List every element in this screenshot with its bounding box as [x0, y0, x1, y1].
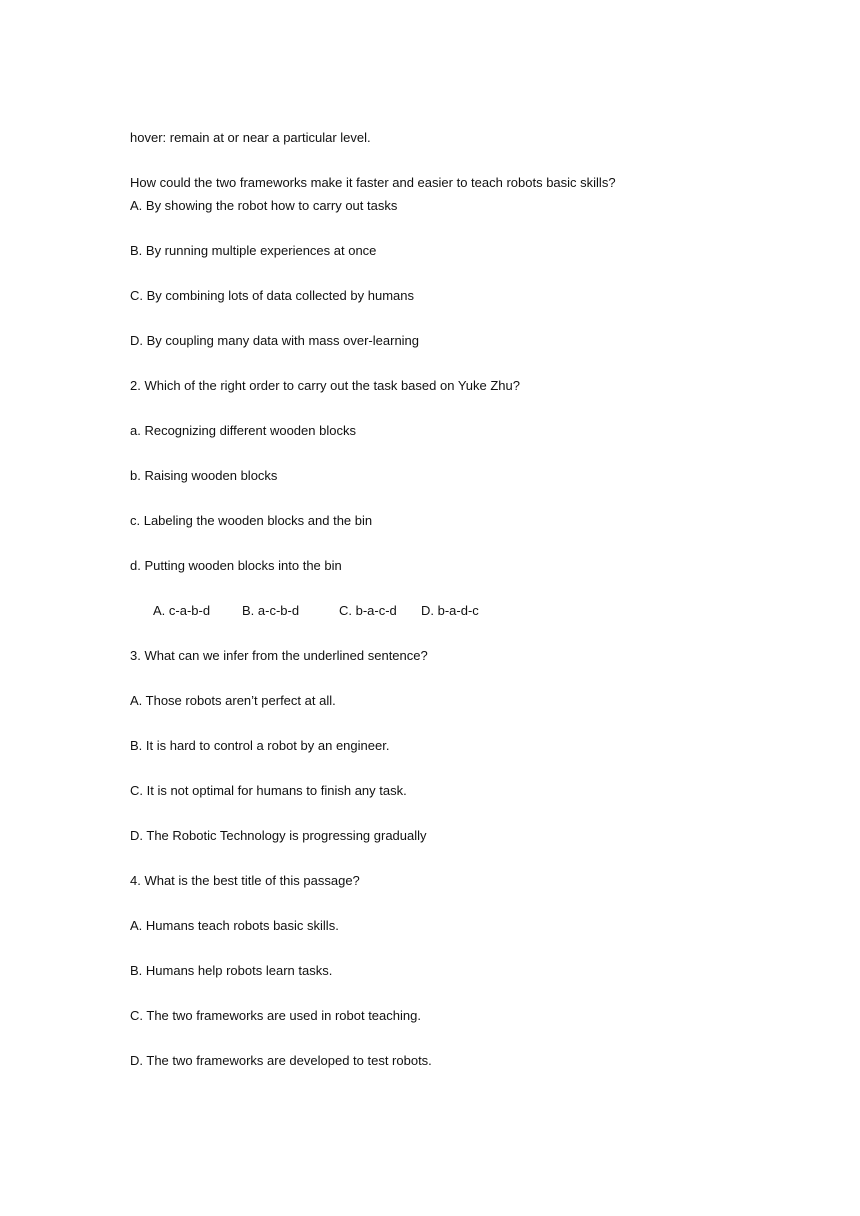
q3-option-c: C. It is not optimal for humans to finish any task.: [130, 783, 407, 798]
q2-step-d: d. Putting wooden blocks into the bin: [130, 558, 342, 573]
q4-option-a: A. Humans teach robots basic skills.: [130, 918, 339, 933]
q3-option-a: A. Those robots aren’t perfect at all.: [130, 693, 336, 708]
q3-option-d: D. The Robotic Technology is progressing gradually: [130, 828, 427, 843]
q4-option-d: D. The two frameworks are developed to test robots.: [130, 1053, 432, 1068]
q2-step-b: b. Raising wooden blocks: [130, 468, 278, 483]
q1-option-b: B. By running multiple experiences at once: [130, 243, 377, 258]
q2-option-d: D. b-a-d-c: [421, 603, 479, 618]
vocab-note: hover: remain at or near a particular level.: [130, 130, 371, 145]
q2-step-c: c. Labeling the wooden blocks and the bin: [130, 513, 373, 528]
question-1: How could the two frameworks make it faster and easier to teach robots basic skills?: [130, 175, 616, 190]
question-4: 4. What is the best title of this passage?: [130, 873, 360, 888]
q1-option-d: D. By coupling many data with mass over-learning: [130, 333, 420, 348]
q1-option-a: A. By showing the robot how to carry out tasks: [130, 198, 398, 213]
q2-step-a: a. Recognizing different wooden blocks: [130, 423, 356, 438]
q3-option-b: B. It is hard to control a robot by an engineer.: [130, 738, 390, 753]
q2-option-a: A. c-a-b-d: [153, 603, 211, 618]
q4-option-c: C. The two frameworks are used in robot teaching.: [130, 1008, 421, 1023]
q4-option-b: B. Humans help robots learn tasks.: [130, 963, 333, 978]
q2-option-b: B. a-c-b-d: [242, 603, 300, 618]
q2-option-c: C. b-a-c-d: [339, 603, 397, 618]
question-3: 3. What can we infer from the underlined sentence?: [130, 648, 428, 663]
question-2: 2. Which of the right order to carry out the task based on Yuke Zhu?: [130, 378, 520, 393]
q1-option-c: C. By combining lots of data collected by humans: [130, 288, 414, 303]
